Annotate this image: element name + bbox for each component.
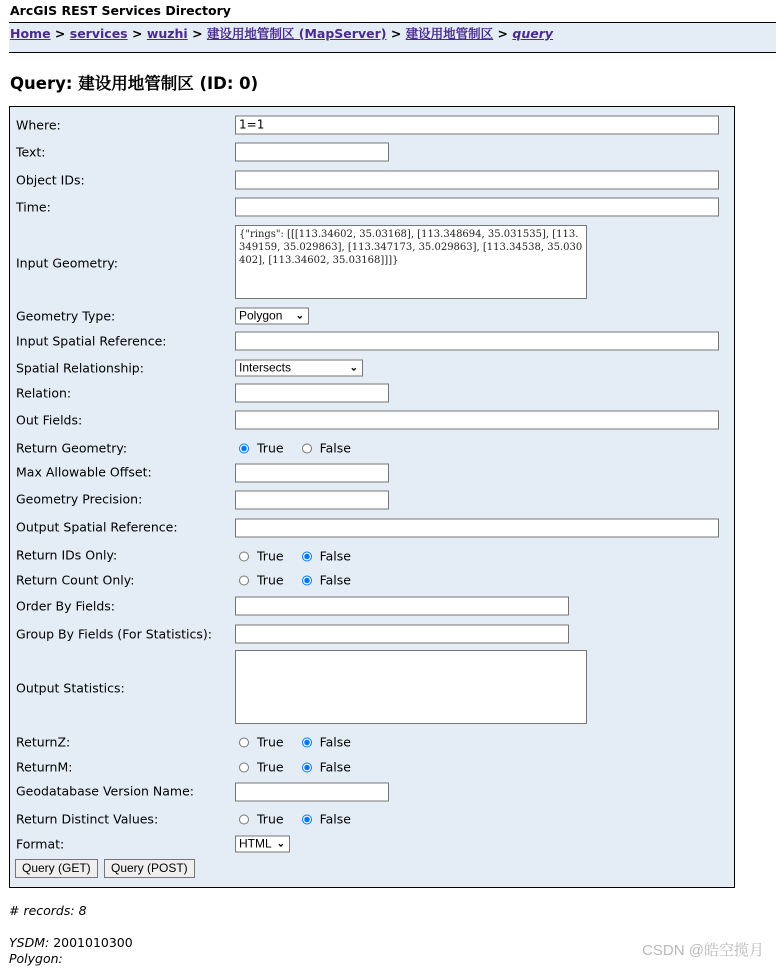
format-value: HTML bbox=[239, 836, 272, 851]
false-label: False bbox=[319, 548, 351, 564]
format-label: Format: bbox=[16, 836, 65, 852]
order-by-input[interactable] bbox=[235, 597, 569, 616]
group-by-label: Group By Fields (For Statistics): bbox=[16, 626, 212, 642]
breadcrumb-mapserver[interactable]: 建设用地管制区 (MapServer) bbox=[206, 26, 387, 41]
input-sr-input[interactable] bbox=[235, 332, 719, 351]
geom-precision-label: Geometry Precision: bbox=[16, 491, 143, 507]
gdb-version-label: Geodatabase Version Name: bbox=[16, 783, 194, 799]
text-label: Text: bbox=[16, 144, 46, 160]
chevron-down-icon: ⌄ bbox=[276, 838, 285, 850]
breadcrumb-wuzhi[interactable]: wuzhi bbox=[146, 26, 188, 41]
return-count-only-radios bbox=[239, 573, 351, 588]
watermark: CSDN @皓空揽月 bbox=[642, 942, 764, 959]
return-m-true-radio[interactable] bbox=[239, 762, 249, 772]
object-ids-input[interactable] bbox=[235, 171, 719, 190]
format-select[interactable] bbox=[235, 836, 290, 853]
return-geometry-false-radio[interactable] bbox=[302, 443, 312, 453]
true-label: True bbox=[257, 759, 284, 775]
geom-precision-input[interactable] bbox=[235, 491, 389, 510]
chevron-down-icon: ⌄ bbox=[295, 310, 304, 322]
output-stats-label: Output Statistics: bbox=[16, 680, 125, 696]
return-count-only-true-radio[interactable] bbox=[239, 575, 249, 585]
text-input[interactable] bbox=[235, 143, 389, 162]
max-offset-input[interactable] bbox=[235, 464, 389, 483]
breadcrumb-home[interactable]: Home bbox=[10, 26, 51, 41]
return-geometry-radios bbox=[239, 441, 351, 456]
where-label: Where: bbox=[16, 117, 61, 133]
breadcrumb-sep: > bbox=[54, 26, 66, 41]
false-label: False bbox=[319, 440, 351, 456]
return-m-radios bbox=[239, 760, 351, 775]
true-label: True bbox=[257, 440, 284, 456]
gdb-version-input[interactable] bbox=[235, 783, 389, 802]
return-distinct-radios bbox=[239, 812, 351, 827]
breadcrumb-sep: > bbox=[497, 26, 509, 41]
where-input[interactable]: 1=1 bbox=[235, 116, 719, 135]
output-sr-label: Output Spatial Reference: bbox=[16, 519, 178, 535]
spatial-rel-value: Intersects bbox=[239, 360, 292, 375]
geometry-type-select[interactable] bbox=[235, 308, 309, 325]
return-distinct-label: Return Distinct Values: bbox=[16, 811, 159, 827]
input-geometry-label: Input Geometry: bbox=[16, 255, 118, 271]
page-title: Query: 建设用地管制区 (ID: 0) bbox=[10, 74, 259, 93]
return-z-true-radio[interactable] bbox=[239, 737, 249, 747]
geometry-label: Polygon: bbox=[9, 951, 63, 966]
return-geometry-true-radio[interactable] bbox=[239, 443, 249, 453]
true-label: True bbox=[257, 734, 284, 750]
chevron-down-icon: ⌄ bbox=[349, 362, 358, 374]
return-geometry-label: Return Geometry: bbox=[16, 440, 128, 456]
object-ids-label: Object IDs: bbox=[16, 172, 85, 188]
breadcrumb-layer[interactable]: 建设用地管制区 bbox=[405, 26, 494, 41]
breadcrumb-query[interactable]: query bbox=[512, 26, 554, 41]
output-stats-textarea[interactable] bbox=[235, 650, 587, 724]
field-name: YSDM: bbox=[9, 935, 50, 950]
spatial-rel-label: Spatial Relationship: bbox=[16, 360, 144, 376]
order-by-label: Order By Fields: bbox=[16, 598, 116, 614]
return-distinct-false-radio[interactable] bbox=[302, 814, 312, 824]
time-input[interactable] bbox=[235, 198, 719, 217]
return-m-label: ReturnM: bbox=[16, 759, 73, 775]
out-fields-input[interactable] bbox=[235, 411, 719, 430]
return-count-only-label: Return Count Only: bbox=[16, 572, 135, 588]
geometry-type-label: Geometry Type: bbox=[16, 308, 116, 324]
true-label: True bbox=[257, 548, 284, 564]
app-title: ArcGIS REST Services Directory bbox=[10, 3, 231, 18]
time-label: Time: bbox=[16, 199, 51, 215]
true-label: True bbox=[257, 811, 284, 827]
false-label: False bbox=[319, 811, 351, 827]
breadcrumb-sep: > bbox=[131, 26, 143, 41]
relation-label: Relation: bbox=[16, 385, 72, 401]
return-z-radios bbox=[239, 735, 351, 750]
query-form bbox=[9, 106, 735, 888]
return-z-label: ReturnZ: bbox=[16, 734, 71, 750]
breadcrumb bbox=[9, 22, 776, 53]
out-fields-label: Out Fields: bbox=[16, 412, 83, 428]
input-geometry-textarea[interactable]: {"rings": [[[113.34602, 35.03168], [113.348694, 35.031535], [113.349159, 35.029863], [113.347173, 35.029863], [113.34538, 35.030402], [113.34602, 35.03168]]]} bbox=[235, 225, 587, 299]
result-field bbox=[9, 935, 133, 950]
return-m-false-radio[interactable] bbox=[302, 762, 312, 772]
false-label: False bbox=[319, 759, 351, 775]
true-label: True bbox=[257, 572, 284, 588]
max-offset-label: Max Allowable Offset: bbox=[16, 464, 152, 480]
return-ids-only-false-radio[interactable] bbox=[302, 551, 312, 561]
geometry-type-value: Polygon bbox=[239, 308, 283, 323]
output-sr-input[interactable] bbox=[235, 519, 719, 538]
breadcrumb-services[interactable]: services bbox=[69, 26, 128, 41]
return-ids-only-true-radio[interactable] bbox=[239, 551, 249, 561]
return-ids-only-label: Return IDs Only: bbox=[16, 547, 118, 563]
return-ids-only-radios bbox=[239, 549, 351, 564]
breadcrumb-sep: > bbox=[390, 26, 402, 41]
return-z-false-radio[interactable] bbox=[302, 737, 312, 747]
input-sr-label: Input Spatial Reference: bbox=[16, 333, 167, 349]
breadcrumb-sep: > bbox=[192, 26, 203, 41]
relation-input[interactable] bbox=[235, 384, 389, 403]
spatial-rel-select[interactable] bbox=[235, 360, 363, 377]
return-distinct-true-radio[interactable] bbox=[239, 814, 249, 824]
query-get-button[interactable]: Query (GET) bbox=[15, 859, 98, 878]
query-post-button[interactable]: Query (POST) bbox=[104, 859, 195, 878]
field-value: 2001010300 bbox=[53, 935, 133, 950]
false-label: False bbox=[319, 572, 351, 588]
false-label: False bbox=[319, 734, 351, 750]
return-count-only-false-radio[interactable] bbox=[302, 575, 312, 585]
group-by-input[interactable] bbox=[235, 625, 569, 644]
records-count: # records: 8 bbox=[9, 903, 87, 918]
